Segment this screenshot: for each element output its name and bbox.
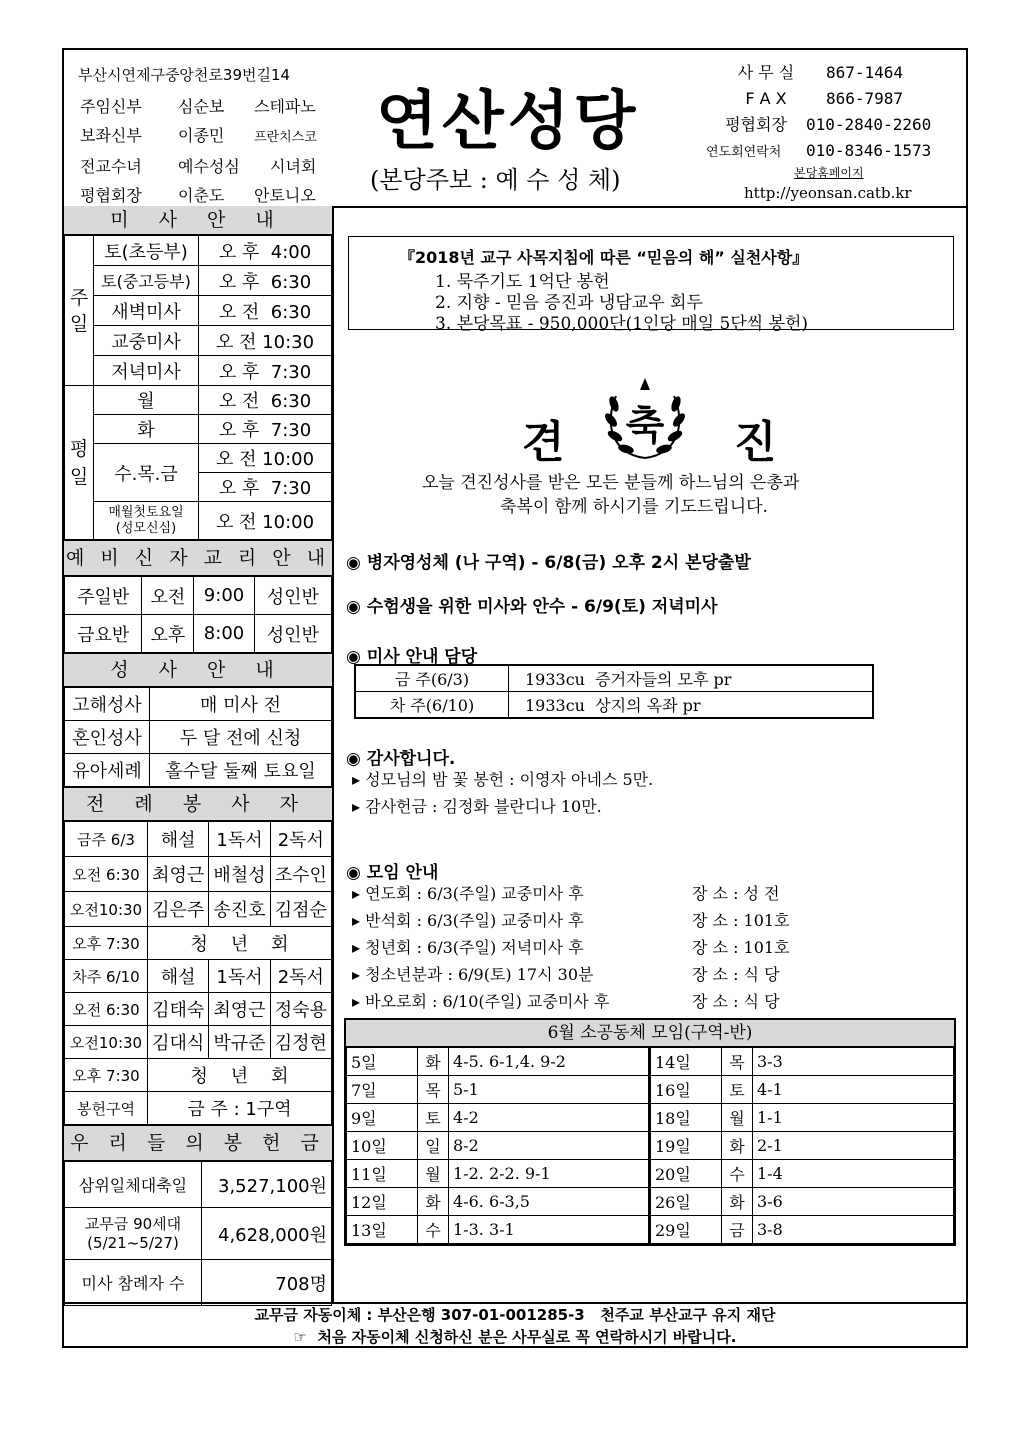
community-weekday: 화	[418, 1048, 449, 1076]
meeting-item: ▸ 청년회 : 6/3(주일) 저녁미사 후 장 소 : 101호	[352, 938, 790, 957]
guidelines-box	[348, 236, 954, 334]
mass-time: 오 후 4:00	[199, 236, 332, 266]
catechumen-table	[64, 576, 332, 653]
staff-row: 보좌신부 이종민 프란치스코	[80, 126, 317, 145]
community-right	[650, 1047, 954, 1244]
week-label: 차주 6/10	[65, 960, 148, 993]
homepage-link[interactable]: http://yeonsan.catb.kr	[744, 184, 912, 202]
staff-row: 전교수녀 예수성심 시녀회	[80, 157, 317, 176]
community-row	[651, 1132, 954, 1160]
notice-exam-mass: ◉ 수험생을 위한 미사와 안수 - 6/9(토) 저녁미사	[346, 597, 718, 617]
mass-slot: 오후 7:30	[65, 1059, 148, 1092]
community-day: 5일	[347, 1048, 418, 1076]
col-header: 해설	[148, 960, 209, 993]
community-weekday: 화	[722, 1188, 753, 1216]
community-groups: 1-4	[753, 1160, 954, 1188]
community-weekday: 수	[418, 1216, 449, 1244]
offering-value: 3,527,100원	[202, 1162, 332, 1208]
mass-slot: 오전10:30	[65, 892, 148, 927]
minister: 조수인	[270, 857, 331, 892]
meeting-item: ▸ 바오로회 : 6/10(주일) 교중미사 후 장 소 : 식 당	[352, 992, 780, 1011]
community-day: 16일	[651, 1076, 722, 1104]
community-box	[344, 1018, 956, 1246]
community-weekday: 금	[722, 1216, 753, 1244]
community-day: 29일	[651, 1216, 722, 1244]
bulletin-frame	[62, 48, 968, 1348]
mass-name: 새벽미사	[94, 296, 199, 326]
mass-name: 매월첫토요일 (성모신심)	[94, 502, 199, 540]
header	[64, 50, 966, 208]
mass-time: 오 후 6:30	[199, 266, 332, 296]
mass-time: 오 전 10:00	[199, 502, 332, 540]
church-name: 연산성당	[376, 85, 640, 159]
community-groups: 3-6	[753, 1188, 954, 1216]
catechumen-title: 예 비 신 자 교 리 안 내	[64, 540, 332, 576]
guide-detail: 1933cu 상지의 옥좌 pr	[509, 692, 874, 719]
guide-detail: 1933cu 증거자들의 모후 pr	[509, 665, 874, 692]
community-left	[346, 1047, 650, 1244]
sacrament-name: 유아세례	[65, 754, 150, 787]
community-day: 11일	[347, 1160, 418, 1188]
mass-name: 화	[94, 415, 199, 444]
minister: 김태숙	[148, 993, 209, 1026]
circle-bullet-icon: ◉	[346, 749, 361, 769]
minister: 김대식	[148, 1026, 209, 1059]
contact-row: 평협회장 010-2840-2260	[725, 115, 932, 134]
community-weekday: 목	[722, 1048, 753, 1076]
minister: 최영근	[148, 857, 209, 892]
circle-bullet-icon: ◉	[346, 863, 361, 883]
minister: 정숙용	[270, 993, 331, 1026]
mass-time: 오 후 7:30	[199, 415, 332, 444]
community-groups: 2-1	[753, 1132, 954, 1160]
mass-name: 수.목.금	[94, 444, 199, 502]
community-groups: 4-5. 6-1,4. 9-2	[449, 1048, 650, 1076]
minister: 송진호	[209, 892, 270, 927]
thanks-item: ▸ 성모님의 밤 꽃 봉헌 : 이영자 아네스 5만.	[352, 770, 654, 789]
community-title: 6월 소공동체 모임(구역-반)	[346, 1020, 954, 1047]
community-weekday: 목	[418, 1076, 449, 1104]
community-day: 19일	[651, 1132, 722, 1160]
sacrament-value: 매 미사 전	[150, 688, 332, 721]
community-weekday: 월	[722, 1104, 753, 1132]
mass-name: 저녁미사	[94, 356, 199, 386]
sacraments-title: 성 사 안 내	[64, 653, 332, 687]
meeting-item: ▸ 반석회 : 6/3(주일) 교중미사 후 장 소 : 101호	[352, 911, 790, 930]
ministers-table	[64, 821, 332, 1125]
offering-area-value: 금 주 : 1구역	[148, 1092, 332, 1125]
homepage-label: 본당홈페이지	[794, 166, 864, 180]
col-header: 2독서	[270, 822, 331, 857]
community-weekday: 토	[722, 1076, 753, 1104]
community-day: 12일	[347, 1188, 418, 1216]
contact-row: F A X 866-7987	[745, 89, 904, 108]
class-time: 8:00	[194, 615, 254, 653]
community-day: 14일	[651, 1048, 722, 1076]
bulletin-subtitle: (본당주보 : 예 수 성 체)	[370, 166, 621, 194]
sacrament-value: 홀수달 둘째 토요일	[150, 754, 332, 787]
community-weekday: 월	[418, 1160, 449, 1188]
sacrament-value: 두 달 전에 신청	[150, 721, 332, 754]
mass-slot: 오후 7:30	[65, 927, 148, 960]
class-target: 성인반	[254, 577, 331, 615]
community-day: 10일	[347, 1132, 418, 1160]
footer	[64, 1302, 966, 1350]
minister: 박규준	[209, 1026, 270, 1059]
community-weekday: 화	[722, 1132, 753, 1160]
minister: 김은주	[148, 892, 209, 927]
class-ampm: 오후	[142, 615, 194, 653]
guidelines-item: 2. 지향 - 믿음 증진과 냉담교우 회두	[435, 293, 703, 313]
community-groups: 4-2	[449, 1104, 650, 1132]
guidelines-item: 1. 묵주기도 1억단 봉헌	[435, 272, 610, 292]
community-day: 9일	[347, 1104, 418, 1132]
circle-bullet-icon: ◉	[346, 553, 361, 573]
mass-title: 미 사 안 내	[64, 206, 332, 235]
class-target: 성인반	[254, 615, 331, 653]
weekday-label: 평일	[65, 386, 94, 540]
community-weekday: 일	[418, 1132, 449, 1160]
guide-week: 차 주(6/10)	[355, 692, 509, 719]
mass-name: 월	[94, 386, 199, 415]
thanks-item: ▸ 감사헌금 : 김정화 블란디나 10만.	[352, 797, 602, 816]
community-day: 20일	[651, 1160, 722, 1188]
celebration-emblem-char: 축	[625, 403, 665, 449]
meeting-item: ▸ 연도회 : 6/3(주일) 교중미사 후 장 소 : 성 전	[352, 884, 780, 903]
sunday-label: 주일	[65, 236, 94, 386]
community-row	[347, 1160, 650, 1188]
laurel-emblem	[602, 374, 688, 464]
offering-label: 삼위일체대축일	[65, 1162, 202, 1208]
community-row	[347, 1188, 650, 1216]
minister: 최영근	[209, 993, 270, 1026]
circle-bullet-icon: ◉	[346, 647, 361, 667]
class-time: 9:00	[194, 577, 254, 615]
mass-guide-title: ◉ 미사 안내 담당	[346, 647, 478, 667]
meetings-list	[352, 880, 952, 1015]
offering-value: 4,628,000원	[202, 1208, 332, 1260]
footer-notice: ☞ 처음 자동이체 신청하신 분은 사무실로 꼭 연락하시기 바랍니다.	[293, 1328, 737, 1346]
right-column	[334, 206, 966, 1302]
community-row	[651, 1048, 954, 1076]
offerings-table	[64, 1161, 332, 1306]
community-groups: 1-2. 2-2. 9-1	[449, 1160, 650, 1188]
mass-slot: 오전 6:30	[65, 993, 148, 1026]
offering-label: 미사 참례자 수	[65, 1260, 202, 1306]
class-name: 금요반	[65, 615, 142, 653]
community-row	[347, 1048, 650, 1076]
community-weekday: 수	[722, 1160, 753, 1188]
staff-row: 주임신부 심순보 스테파노	[80, 97, 316, 116]
community-grid	[346, 1047, 954, 1244]
address: 부산시연제구중앙천로39번길14	[78, 66, 291, 84]
circle-bullet-icon: ◉	[346, 597, 361, 617]
col-header: 2독서	[270, 960, 331, 993]
celebration-message: 축복이 함께 하시기를 기도드립니다.	[500, 497, 768, 517]
col-header: 해설	[148, 822, 209, 857]
ministers-title: 전 례 봉 사 자	[64, 787, 332, 821]
mass-name: 토(초등부)	[94, 236, 199, 266]
meeting-item: ▸ 청소년분과 : 6/9(토) 17시 30분 장 소 : 식 당	[352, 965, 780, 984]
mass-time: 오 전 10:30	[199, 326, 332, 356]
contact-row: 사 무 실 867-1464	[737, 63, 904, 82]
community-groups: 1-1	[753, 1104, 954, 1132]
mass-name: 토(중고등부)	[94, 266, 199, 296]
staff-list	[80, 92, 330, 210]
contact-row: 연도회연락처 010-8346-1573	[706, 141, 932, 160]
community-day: 26일	[651, 1188, 722, 1216]
footer-bank-info: 교무금 자동이체 : 부산은행 307-01-001285-3 천주교 부산교구 유지 재단	[254, 1306, 776, 1324]
meetings-title: ◉ 모임 안내	[346, 863, 439, 883]
mass-table	[64, 235, 332, 540]
minister-group: 청 년 회	[148, 927, 332, 960]
community-row	[651, 1104, 954, 1132]
staff-row: 평협회장 이춘도 안토니오	[80, 186, 316, 205]
community-groups: 8-2	[449, 1132, 650, 1160]
community-row	[651, 1216, 954, 1244]
col-header: 1독서	[209, 822, 270, 857]
sacraments-table	[64, 687, 332, 787]
minister: 배철성	[209, 857, 270, 892]
community-weekday: 토	[418, 1104, 449, 1132]
class-name: 주일반	[65, 577, 142, 615]
sacrament-name: 고해성사	[65, 688, 150, 721]
week-label: 금주 6/3	[65, 822, 148, 857]
mass-slot: 오전10:30	[65, 1026, 148, 1059]
community-row	[347, 1132, 650, 1160]
mass-time: 오 전 6:30	[199, 296, 332, 326]
celebration-left-char: 견	[522, 417, 565, 468]
community-row	[651, 1160, 954, 1188]
community-row	[347, 1076, 650, 1104]
sacrament-name: 혼인성사	[65, 721, 150, 754]
celebration-message: 오늘 견진성사를 받은 모든 분들께 하느님의 은총과	[422, 473, 800, 493]
community-groups: 4-1	[753, 1076, 954, 1104]
celebration-right-char: 진	[734, 417, 777, 468]
thanks-title: ◉ 감사합니다.	[346, 749, 456, 769]
class-ampm: 오전	[142, 577, 194, 615]
community-day: 7일	[347, 1076, 418, 1104]
mass-name: 교중미사	[94, 326, 199, 356]
community-row	[347, 1104, 650, 1132]
offerings-title: 우 리 들 의 봉 헌 금	[64, 1125, 332, 1161]
offering-area-label: 봉헌구역	[65, 1092, 148, 1125]
mass-time: 오 전 6:30	[199, 386, 332, 415]
minister: 김점순	[270, 892, 331, 927]
mass-time: 오 전 10:00	[199, 444, 332, 473]
community-weekday: 화	[418, 1188, 449, 1216]
guidelines-item: 3. 본당목표 - 950,000단(1인당 매일 5단씩 봉헌)	[435, 314, 809, 334]
community-day: 18일	[651, 1104, 722, 1132]
community-row	[347, 1216, 650, 1244]
community-row	[651, 1188, 954, 1216]
minister-group: 청 년 회	[148, 1059, 332, 1092]
mass-time: 오 후 7:30	[199, 473, 332, 502]
community-groups: 3-3	[753, 1048, 954, 1076]
offering-label: 교무금 90세대 (5/21~5/27)	[65, 1208, 202, 1260]
offering-value: 708명	[202, 1260, 332, 1306]
guide-week: 금 주(6/3)	[355, 665, 509, 692]
minister: 김정현	[270, 1026, 331, 1059]
community-row	[651, 1076, 954, 1104]
contacts	[706, 60, 966, 166]
community-day: 13일	[347, 1216, 418, 1244]
community-groups: 4-6. 6-3,5	[449, 1188, 650, 1216]
community-groups: 5-1	[449, 1076, 650, 1104]
notice-sick-communion: ◉ 병자영성체 (나 구역) - 6/8(금) 오후 2시 본당출발	[346, 553, 751, 573]
col-header: 1독서	[209, 960, 270, 993]
thanks-list	[352, 766, 653, 820]
mass-guide-table	[354, 664, 874, 719]
community-groups: 3-8	[753, 1216, 954, 1244]
left-column	[64, 206, 334, 1302]
mass-time: 오 후 7:30	[199, 356, 332, 386]
mass-slot: 오전 6:30	[65, 857, 148, 892]
community-groups: 1-3. 3-1	[449, 1216, 650, 1244]
guidelines-title: 『2018년 교구 사목지침에 따른 “믿음의 해” 실천사항』	[399, 248, 809, 267]
